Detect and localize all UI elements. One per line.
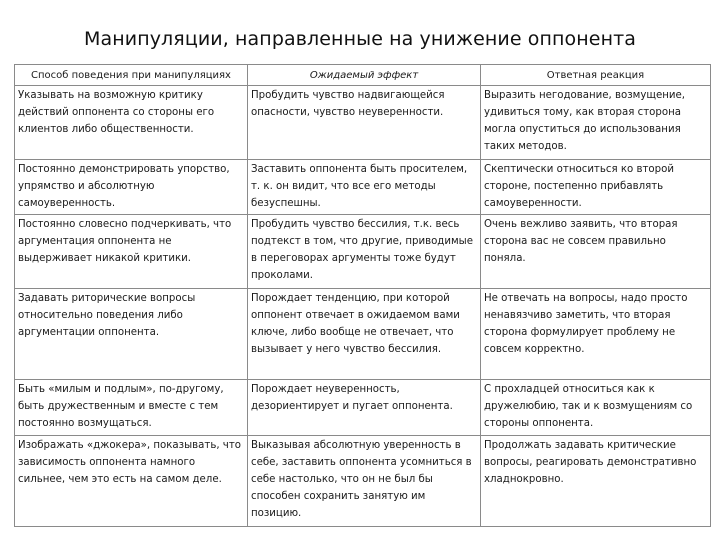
column-header-effect: Ожидаемый эффект <box>248 65 481 86</box>
effect-cell: Пробудить чувство бессилия, т.к. весь подтекст в том, что другие, приводимые в переговорах аргументы тоже будут проколами. <box>248 215 481 289</box>
table-header-row <box>15 65 711 86</box>
manipulation-table <box>14 64 711 527</box>
behavior-cell: Быть «милым и подлым», по-другому, быть дружественным и вместе с тем постоянно возмущаться. <box>15 380 248 436</box>
table-row <box>15 160 711 215</box>
table-row <box>15 215 711 289</box>
table-row <box>15 86 711 160</box>
behavior-cell: Изображать «джокера», показывать, что зависимость оппонента намного сильнее, чем это есть на самом деле. <box>15 436 248 527</box>
effect-cell: Порождает тенденцию, при которой оппонент отвечает в ожидаемом вами ключе, либо вообще не отвечает, что вызывает у него чувство бессилия. <box>248 289 481 380</box>
behavior-cell: Указывать на возможную критику действий оппонента со стороны его клиентов либо общественности. <box>15 86 248 160</box>
column-header-behavior: Способ поведения при манипуляциях <box>15 65 248 86</box>
response-cell: Не отвечать на вопросы, надо просто ненавязчиво заметить, что вторая сторона формулирует проблему не совсем корректно. <box>481 289 711 380</box>
response-cell: Очень вежливо заявить, что вторая сторона вас не совсем правильно поняла. <box>481 215 711 289</box>
response-cell: Выразить негодование, возмущение, удивиться тому, как вторая сторона могла опуститься до использования таких методов. <box>481 86 711 160</box>
behavior-cell: Постоянно демонстрировать упорство, упрямство и абсолютную самоуверенность. <box>15 160 248 215</box>
table-row <box>15 289 711 380</box>
behavior-cell: Постоянно словесно подчеркивать, что аргументация оппонента не выдерживает никакой критики. <box>15 215 248 289</box>
effect-cell: Выказывая абсолютную уверенность в себе, заставить оппонента усомниться в себе настолько, что он не был бы способен сохранить занятую им позицию. <box>248 436 481 527</box>
page-title: Манипуляции, направленные на унижение оппонента <box>83 28 637 50</box>
effect-cell: Пробудить чувство надвигающейся опасности, чувство неуверенности. <box>248 86 481 160</box>
table-row <box>15 380 711 436</box>
table-row <box>15 436 711 527</box>
response-cell: Продолжать задавать критические вопросы, реагировать демонстративно хладнокровно. <box>481 436 711 527</box>
response-cell: С прохладцей относиться как к дружелюбию, так и к возмущениям со стороны оппонента. <box>481 380 711 436</box>
column-header-response: Ответная реакция <box>481 65 711 86</box>
effect-cell: Порождает неуверенность, дезориентирует и пугает оппонента. <box>248 380 481 436</box>
response-cell: Скептически относиться ко второй стороне, постепенно прибавлять самоуверенности. <box>481 160 711 215</box>
effect-cell: Заставить оппонента быть просителем, т. к. он видит, что все его методы безуспешны. <box>248 160 481 215</box>
behavior-cell: Задавать риторические вопросы относительно поведения либо аргументации оппонента. <box>15 289 248 380</box>
